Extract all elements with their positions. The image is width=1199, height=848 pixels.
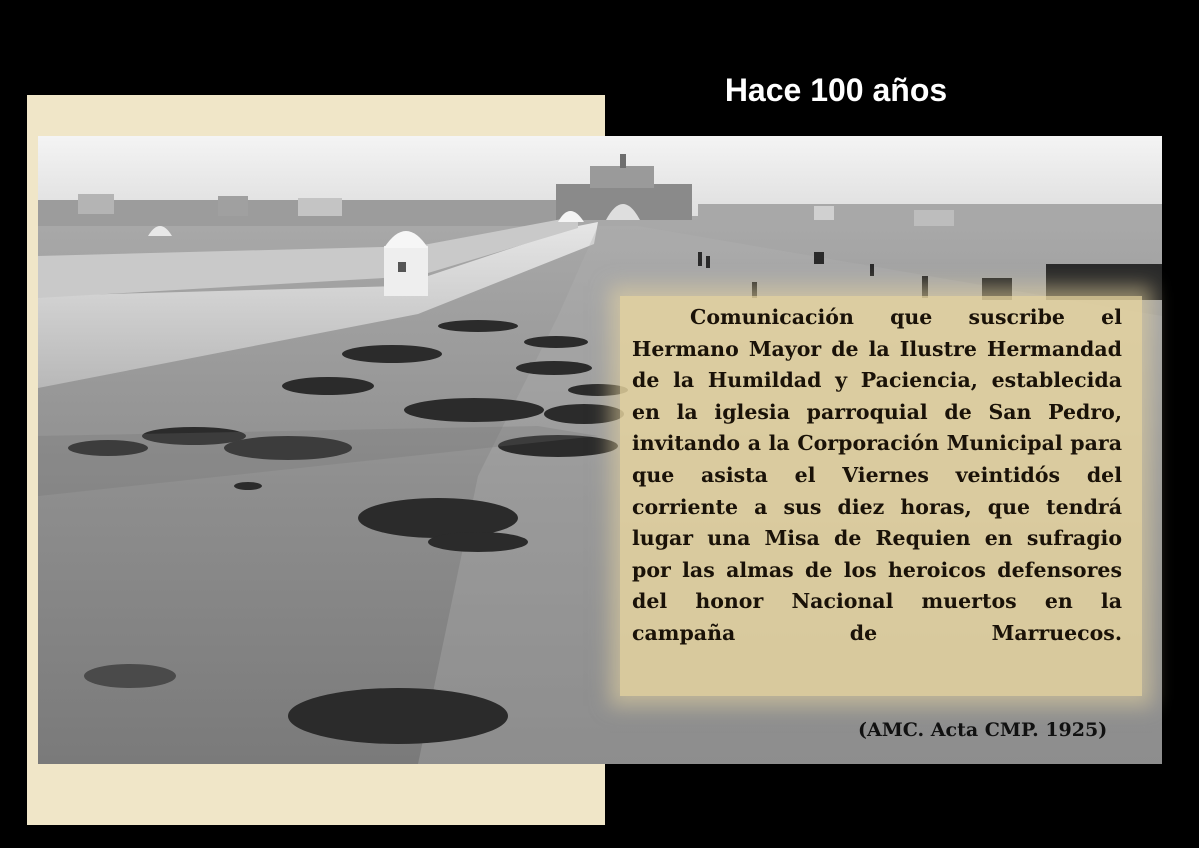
source-citation: (AMC. Acta CMP. 1925) [858,719,1108,741]
caption-text: Comunicación que suscribe el Hermano Mayor de la Ilustre Hermandad de la Humildad y Paciencia, establecida en la iglesia parroquial de San Pedro, invitando a la Corporación Municipal para que asista el Viernes veintidós del corriente a sus diez horas, que tendrá lugar una Misa de Requien en sufragio por las almas de los heroicos defensores del honor Nacional muertos en la campaña de Marruecos. [632,305,1122,645]
page-heading: Hace 100 años [724,72,948,108]
domed-shrine [384,231,428,296]
